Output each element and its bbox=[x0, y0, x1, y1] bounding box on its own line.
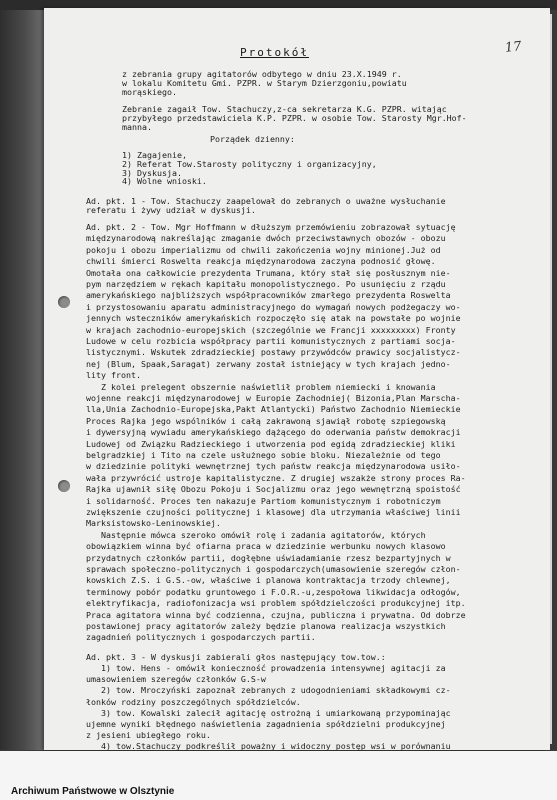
scan-shadow-edge bbox=[0, 10, 44, 750]
point1-line: referatu i żywy udział w dyskusji. bbox=[86, 205, 256, 215]
point3-line: 3) tow. Kowalski zalecił agitację ostrożną i umiarkowaną przypominając bbox=[86, 707, 451, 718]
punch-hole bbox=[58, 296, 70, 308]
point2-line: Rajka ujawnił siłę Obozu Pokoju i Socjalizmu oraz jego wewnętrzną spoistość bbox=[86, 484, 461, 495]
point2-line: lity front. bbox=[86, 370, 141, 381]
agenda-item: 4) Wolne wnioski. bbox=[122, 176, 207, 187]
agenda-item: 2) Referat Tow.Starosty polityczny i organizacyjny, bbox=[122, 158, 377, 169]
point2-line: wała przywrócić ustroje kapitalistyczne. Z drugiej wszakże strony proces Ra- bbox=[86, 472, 466, 483]
intro-line: morąskiego. bbox=[122, 87, 177, 97]
punch-hole bbox=[58, 480, 70, 492]
point2-line: Z kolei prelegent obszernie naświetlił problem niemiecki i knowania bbox=[86, 381, 436, 392]
point2-line: Omotała ona całkowicie prezydenta Trumana, który stał się posłusznym nie- bbox=[86, 267, 451, 278]
point3-line: 2) tow. Mroczyński zapoznał zebranych z udogodnieniami składkowymi cz- bbox=[86, 685, 451, 696]
point2-line: elektryfikacja, radiofonizacja wsi problem spółdzielczości produkcyjnej itp. bbox=[86, 598, 466, 609]
point2-line: międzynarodową nakreślając zmaganie dwóch przeciwstawnych obozów - obozu bbox=[86, 233, 446, 244]
point2-line: i przystosowaniu aparatu administracyjnego do wymagań nowych podżegaczy wo- bbox=[86, 301, 461, 312]
point3-line: 4) tow.Stachuczy podkreślił poważny i widoczny postęp wsi w porównaniu bbox=[86, 741, 451, 752]
point2-line: listycznymi. Wskutek zdradzieckiej postawy przywódców prawicy socjalistycz- bbox=[86, 347, 461, 358]
point2-line: Ad. pkt. 2 - Tow. Mgr Hoffmann w dłuższym przemówieniu zobrazował sytuację bbox=[86, 222, 456, 232]
point2-line: i solidarność. Proces ten nakazuje Partiom komunistycznym i robotniczym bbox=[86, 495, 441, 506]
point2-line: w krajach zachodnio-europejskich (szczególnie we Francji xxxxxxxxx) Fronty bbox=[86, 324, 456, 335]
point2-line: postawionej pracy agitatorów zależy będzie planowa realizacja wszystkich bbox=[86, 621, 446, 631]
point2-line: Następnie mówca szeroko omówił rolę i zadania agitatorów, których bbox=[86, 529, 426, 540]
archive-name: Archiwum Państwowe w Olsztynie bbox=[11, 786, 175, 797]
point2-line: jennych wsteczników amerykańskich rozpoczęło się atak na powstałe po wojnie bbox=[86, 313, 461, 324]
point2-line: Ludowe w celu rozbicia współpracy partii komunistycznych z partiami socja- bbox=[86, 336, 456, 346]
point2-line: zagadnień politycznych i gospodarczych partii. bbox=[86, 632, 316, 643]
point2-line: kowskich Z.S. i G.S.-ow, właściwe i planowa kontraktacja trzody chlewnej, bbox=[86, 575, 451, 586]
point3-line: z jesieni ubiegłego roku. bbox=[86, 730, 211, 741]
point3-line: umasowieniem szeregów członków G.S-w bbox=[86, 674, 266, 685]
point2-line: w dziedzinie polityki wewnętrznej tych państw reakcja międzynarodowa usiło- bbox=[86, 461, 461, 472]
intro-line: w lokalu Komitetu Gmi. PZPR. w Starym Dzierzgoniu,powiatu bbox=[122, 78, 407, 88]
point2-line: wojenne reakcji międzynarodowej w Europie Zachodniej( Bizonia,Plan Marscha- bbox=[86, 393, 461, 403]
agenda-item: 1) Zagajenie, bbox=[122, 150, 187, 160]
agenda-item: 3) Dyskusja. bbox=[122, 167, 182, 178]
opening-line: Zebranie zagaił Tow. Stachuczy,z-ca sekretarza K.G. PZPR. witając bbox=[122, 104, 447, 114]
point2-line: amerykańskiego najbliższych współpracowników zmarłego prezydenta Roswelta bbox=[86, 290, 451, 301]
point2-line: terminowy pobór podatku gruntowego i F.O.R.-u,zespołowa likwidacja odłogów, bbox=[86, 586, 461, 597]
opening-line: manna. bbox=[122, 122, 152, 132]
point2-line: belgradzkiej i Tito na czele usłużnego sobie bloku. Niezależnie od tego bbox=[86, 450, 441, 460]
point3-line: ujemne wyniki błędnego naświetlenia zagadnienia spółdzielni produkcyjnej bbox=[86, 719, 446, 729]
point2-line: Ludowej od Związku Radzieckiego i utworzenia pod egidą zdradzieckiej kliki bbox=[86, 438, 456, 449]
point3-heading: Ad. pkt. 3 - W dyskusji zabierali głos następujący tow.tow.: bbox=[86, 652, 386, 662]
point2-line: Proces Rajka jego wspólników i całą zakrawoną sjawiął robotę szpiegowską bbox=[86, 415, 446, 426]
intro-line: z zebrania grupy agitatorów odbytego w dniu 23.X.1949 r. bbox=[122, 69, 402, 79]
point2-line: sprawach społeczno-politycznych i gospodarczych(umasowienie szeregów człon- bbox=[86, 564, 461, 574]
point1-line: Ad. pkt. 1 - Tow. Stachuczy zaapelował do zebranych o uważne wysłuchanie bbox=[86, 196, 446, 206]
point2-line: nej (Blum, Spaak,Saragat) zerwany został istniejący w tych krajach jedno- bbox=[86, 358, 451, 369]
point2-line: chwili śmierci Roswelta reakcja międzynarodowa zaczyna podnosić głowę. bbox=[86, 256, 436, 267]
point3-line: łonków rodziny poszczególnych spółdzielców. bbox=[86, 696, 301, 707]
point2-line: przydatnych członków partii, dogłębne uświadamianie rzesz bezpartyjnych w bbox=[86, 552, 451, 563]
document-title: Protokół bbox=[240, 46, 309, 59]
point2-line: pym narzędziem w rękach kapitału monopolistycznego. Po usunięciu z rządu bbox=[86, 279, 446, 289]
point3-line: 1) tow. Hens - omówił konieczność prowadzenia intensywnej agitacji za bbox=[86, 663, 446, 673]
opening-line: przybyłego przedstawiciela K.P. PZPR. w osobie Tow. Starosty Mgr.Hof- bbox=[122, 113, 467, 123]
point2-line: lla,Unia Zachodnio-Europejska,Pakt Atlantycki) Państwo Zachodnio Niemieckie bbox=[86, 404, 461, 415]
point2-line: Marksistowsko-Leninowskiej. bbox=[86, 518, 221, 529]
point2-line: i dywersyjną wywiadu amerykańskiego dążącego do oderwania państw demokracji bbox=[86, 427, 461, 438]
point2-line: Praca agitatora winna być codzienna, czujna, publiczna i prywatna. Od dobrze bbox=[86, 609, 466, 620]
point2-line: pokoju i obozu imperializmu od chwili zakończenia wojny minionej.Już od bbox=[86, 244, 441, 255]
point2-line: obowiązkiem winna być ofiarna praca w dziedzinie werbunku nowych klasowo bbox=[86, 541, 446, 552]
point2-line: zwiększenie czujności politycznej i klasowej dla utrzymania właściwej linii bbox=[86, 507, 461, 517]
agenda-heading: Porządek dzienny: bbox=[210, 134, 295, 144]
handwritten-page-number: 17 bbox=[504, 39, 523, 56]
